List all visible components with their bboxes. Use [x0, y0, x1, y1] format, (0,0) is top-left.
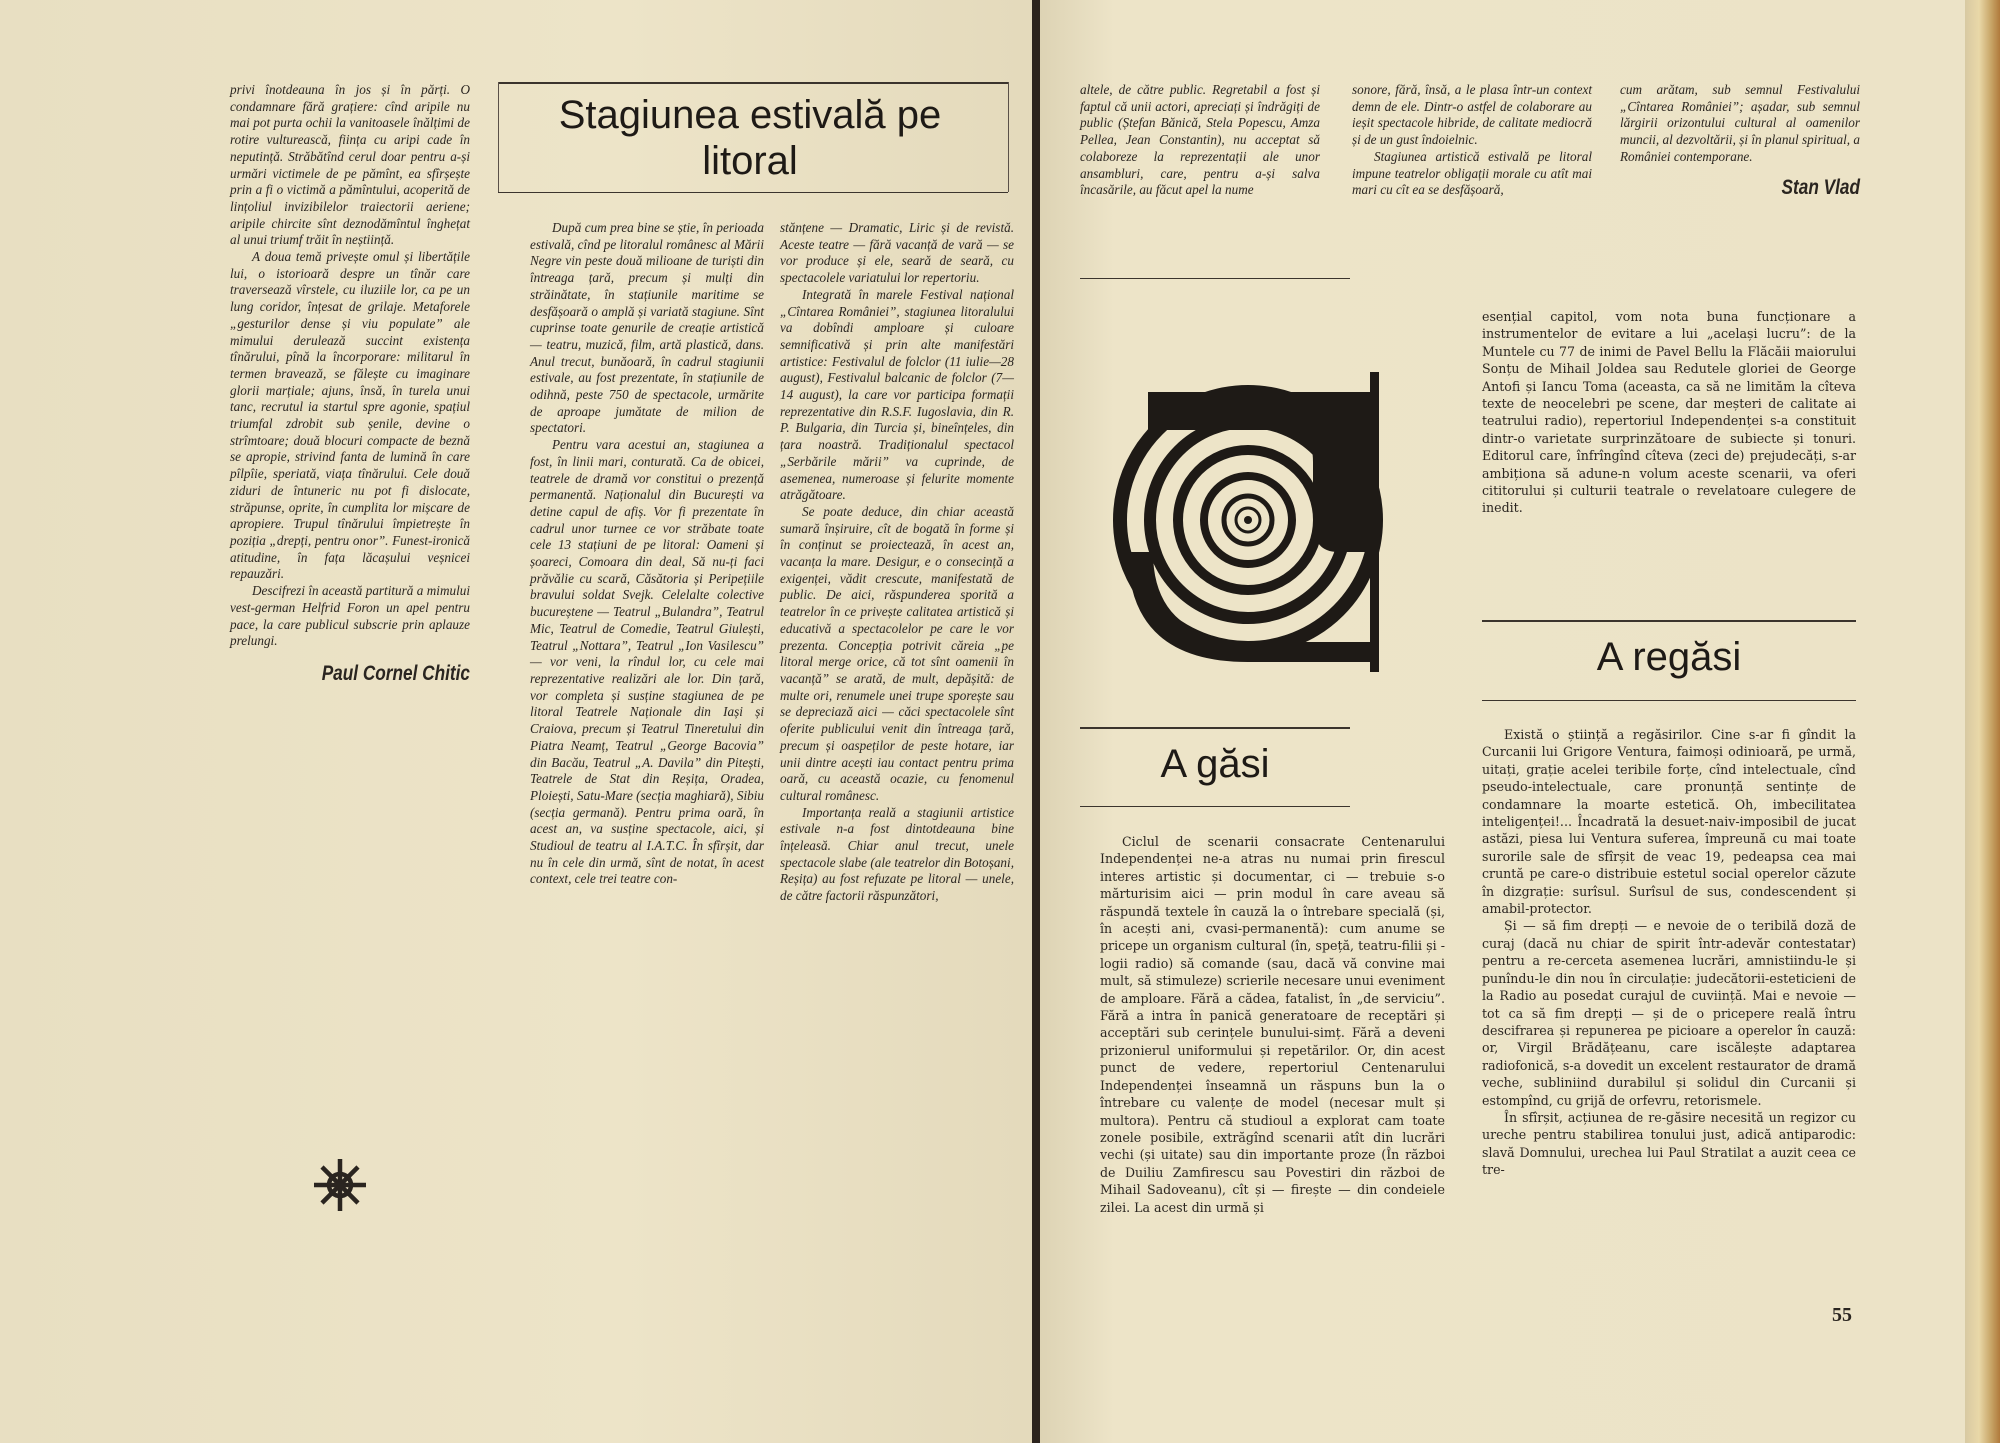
headline-top-rule	[498, 82, 1008, 84]
left-column-1	[230, 82, 470, 683]
page-number: 55	[1832, 1304, 1852, 1326]
paragraph: privi înotdeauna în jos și în părți. O condamnare fără grațiere: cînd aripile nu mai pot purta ochii la vanitoasele înălțimi de rotire vulturească, ființa cu aripi cade în neputință. Străbătînd cerul doar pentru a-și urmări victimele de pe pămînt, ea sfîrșește prin a fi o victimă a pămîntului, acoperită de lințoliul invizibilelor traiectorii aeriene; aripile chircite sînt deznodămîntul înghețat al unui triumf trăit în neștiință.	[230, 82, 470, 248]
paragraph: altele, de către public. Regretabil a fost și faptul că unii actori, apreciați și îndrăgiți de public (Ștefan Bănică, Stela Popescu, Amza Pellea, Jean Constantin), nu acceptat să colaboreze la reprezentații ale unor ansambluri, care, pentru a-și salva încasările, au făcut apel la nume	[1080, 82, 1320, 198]
paragraph: cum arătam, sub semnul Festivalului „Cîntarea României”; așadar, sub semnul lărgirii orizontului cultural al oamenilor muncii, al dezvoltării, și în planul spiritual, a României contemporane.	[1620, 82, 1860, 164]
paragraph: Stagiunea artistică estivală pe litoral impune teatrelor obligații morale cu atît mai mari cu cît ea se desfășoară,	[1352, 148, 1592, 198]
title-rule-bottom	[1080, 806, 1350, 807]
right-upper-column	[1482, 308, 1856, 517]
title-rule-bottom	[1482, 700, 1856, 701]
paragraph: stănțene — Dramatic, Liric și de revistă. Aceste teatre — fără vacanță de vară — se vor produce și ele, seară de seară, cu spectacolele variatului lor repertoriu.	[780, 220, 1014, 286]
paragraph: esențial capitol, vom nota buna funcționare a instrumentelor de evitare a lui „același lucru”: de la Muntele cu 77 de inimi de Pavel Bellu la Flăcăii maiorului Sonțu de Mihail Joldea sau Redutele gloriei de George Antofi și Iancu Toma (aceasta, ca să ne limităm la cîteva texte de neocelebri pe scene, dar meșteri de calitate ai teatrului radio), repertoriul Independenței s-a constituit dintr-o varietate surprinzătoare de subiecte și tonuri. Editorul care, înfrîngînd cîteva (zeci de) prejudecăți, s-ar ambiționa să adune-n volum aceste scenarii, va oferi cititorului și culturii teatrale o revelatoare culegere de inedit.	[1482, 309, 1856, 516]
section-divider	[1080, 278, 1350, 279]
paragraph: Și — să fim drepți — e nevoie de o teribilă doză de curaj (dacă nu chiar de spirit într-adevăr contestatar) pentru a re-cerceta asemenea lucrări, amnistiindu-le și punîndu-le din nou în circulație: judecătorii-esteticieni de la Radio au posedat curajul de cuviință. Mai e nevoie — tot ca să fim drepți — și de o pricepere reală întru descifrarea și repunerea pe picioare a operelor în cauză: or, Virgil Brădățeanu, care iscălește adaptarea radiofonică, s-a dovedit un excelent restaurator de dramă veche, subliniind durabilul și solidul din Curcanii și estompînd, cu grijă de orfevru, retorismele.	[1482, 918, 1856, 1108]
right-top-column-2	[1352, 82, 1592, 199]
author-byline: Stan Vlad	[1781, 175, 1860, 199]
right-top-column-1	[1080, 82, 1320, 199]
left-column-3	[780, 220, 1014, 905]
paragraph: Se poate deduce, din chiar această sumară înșiruire, cît de bogată în forme și în conținut se proiectează, în acest an, vacanța la mare. Desigur, e o consecință a exigenței, vădit crescute, manifestată de public. De aici, răspunderea sporită a teatrelor în ce privește calitatea artistică și educativă a spectacolelor pe care le vor prezenta. Concepția potrivit căreia „pe litoral merge orice, că tot sînt oamenii în vacanță” se arată, de mult, depășită: de multe ori, renumele unei trupe sporește sau se depreciază aici — căci spectacolele sînt oferite publicului venit din întreaga țară, precum și oaspeților de peste hotare, iar unii dintre acești iau contact pentru prima oară, cu această ocazie, cu fenomenul cultural românesc.	[780, 503, 1014, 803]
author-byline: Paul Cornel Chitic	[321, 661, 470, 685]
headline-right-border	[1008, 82, 1009, 192]
right-top-column-3	[1620, 82, 1860, 199]
book-spine	[1032, 0, 1040, 1443]
asterisk-flower-icon	[310, 1155, 370, 1215]
paragraph: Pentru vara acestui an, stagiunea a fost, în linii mari, conturată. Ca de obicei, teatrele de dramă vor constitui o prezență permanentă. Naționalul din București va detine capul de afiș. Vor fi prezentate în cadrul unor turnee ce vor străbate toate cele 13 stațiuni de pe litoral: Oameni și șoareci, Comoara din deal, Să nu-ți faci prăvălie cu scară, Căsătoria și Peripețiile bravului soldat Svejk. Celelalte colective bucureștene — Teatrul „Bulandra”, Teatrul Mic, Teatrul de Comedie, Teatrul Giulești, Teatrul „Nottara”, Teatrul „Ion Vasilescu” — vor veni, la rîndul lor, cu cele mai reprezentative realizări ale lor. Din țară, vor completa și susține stagiunea de pe litoral Teatrele Naționale din Iași și Craiova, precum și Teatrul Tineretului din Piatra Neamț, Teatrul „George Bacovia” din Bacău, Teatrul „A. Davila” din Pitești, Teatrele de Stat din Reșița, Oradea, Ploiești, Satu-Mare (secția maghiară), Sibiu (secția germană). Pentru prima oară, în acest an, va susține spectacole, aici, și Studioul de teatru al I.A.T.C. În sfîrșit, dar nu în cele din urmă, sînt de notat, în acest context, cele trei teatre con-	[530, 437, 764, 887]
regasi-column	[1482, 726, 1856, 1179]
paragraph: După cum prea bine se știe, în perioada estivală, cînd pe litoralul românesc al Mării Negre vin peste două milioane de turiști din întreaga țară, precum și mulți din străinătate, în stațiunile maritime se desfășoară o amplă și variată stagiune. Sînt cuprinse toate genurile de creație artistică — teatru, muzică, film, artă plastică, dans. Anul trecut, bunăoară, în cadrul stagiunii estivale, au fost prezentate, în stațiunile de odihnă, peste 750 de spectacole, urmărite de aproape jumătate de milion de spectatori.	[530, 220, 764, 436]
paragraph: A doua temă privește omul și libertățile lui, o istorioară despre un tînăr care traversează vîrstele, cu iluziile lor, ca pe un lung coridor, înțesat de grilaje. Metaforele „gesturilor dense și viu populate” ale mimului derulează succint existența tînărului, pînă la încorporare: militarul în termen bravează, se fălește cu imaginare glorii marțiale; ajuns, însă, în turela unui tanc, recrutul ia startul spre agonie, spațiul triumfal zdrobit sub șenile, devine o strîmtoare; două blocuri compacte de beznă se apropie, strivind fanta de lumină în care pîlpîie, speriată, viața tînărului. Cele două ziduri de întuneric nu pot fi dislocate, străpunse, oprite, în cumplita lor mișcare de apropiere. Trupul tînărului împietrește în poziția „drepți, pentru onor”. Funest-ironică atitudine, în fața lăcașului veșnicei repauzări.	[230, 249, 470, 582]
section-title-gasi: A găsi	[1160, 742, 1270, 786]
section-title-regasi: A regăsi	[1596, 635, 1742, 679]
paragraph: Există o știință a regăsirilor. Cine s-ar fi gîndit la Curcanii lui Grigore Ventura, faimoși odinioară, pe urmă, uitați, grație acelei teribile forțe, cînd intelectuale, cînd pseudo-intelectuale, care pronunță sentințe de condamnare la moarte estetică. Oh, imbecilitatea inteligenței!... Încadrată la desuet-naiv-imposibil de jucat astăzi, piesa lui Ventura suferea, împreună cu mai toate surorile sale de sfîrșit de veac 19, pedeapsa cea mai cruntă pe care-o distribuie estetul social operelor căzute în dizgrație: surîsul. Surîsul de sus, condescendent și amabil-protector.	[1482, 727, 1856, 917]
left-column-2	[530, 220, 764, 888]
paragraph: sonore, fără, însă, a le plasa într-un context demn de ele. Dintr-o astfel de colaborare au ieșit spectacole hibride, de calitate mediocră și de un gust îndoielnic.	[1352, 82, 1592, 148]
title-rule-top	[1482, 620, 1856, 622]
paragraph: Importanța reală a stagiunii artistice estivale n-a fost dintotdeauna bine înțeleasă. Chiar anul trecut, unele spectacole slabe (ale teatrelor din Botoșani, Reșița) au fost refuzate pe litoral — unele, de către factorii răspunzători,	[780, 804, 1014, 904]
page-edge	[1965, 0, 2000, 1443]
right-page	[1040, 0, 1965, 1443]
headline-bottom-rule	[498, 192, 1008, 193]
paragraph: Descifrezi în această partitură a mimului vest-german Helfrid Foron un apel pentru pace, la care publicul subscrie prin aplauze prelungi.	[230, 583, 470, 649]
headline-left-border	[498, 82, 499, 192]
paragraph: Ciclul de scenarii consacrate Centenarului Independenței ne-a atras nu numai prin firescul interes artistic și documentar, ci — trebuie s-o mărturisim aici — prin modul în care aveau să răspundă textele în cauză la o întrebare specială (și, în acești ani, cvasi-permanentă): cum anume se pricepe un organism cultural (în, speță, teatru-filii și -logii radio) să comande (sau, dacă vă convine mai mult, să stimuleze) scrierile necesare unui eveniment de amploare. Fără a cădea, fatalist, în „de serviciu”. Fără a intra în panică generatoare de receptări și acceptări sub cerințele bunului-simț. Fără a deveni prizonierul uniformului și repetărilor. Or, din acest punct de vedere, repertoriul Centenarului Independenței înseamnă un răspuns bun la o întrebare cu valențe de model (necesar mult și multora). Pentru că studioul a explorat cam toate zonele posibile, extrăgînd scenarii atît din lucrări vechi (și uitate) sau din importante proze (În război de Duiliu Zamfirescu sau Povestiri din război de Mihail Sadoveanu), cît și — firește — din condeiele zilei. La acest din urmă și	[1100, 834, 1445, 1215]
radio-theatre-logo	[1108, 352, 1398, 682]
paragraph: În sfîrșit, acțiunea de re-găsire necesită un regizor cu ureche pentru stabilirea tonului just, adică antiparodic: slavă Domnului, urechea lui Paul Stratilat a auzit ceea ce tre-	[1482, 1109, 1856, 1178]
title-rule-top	[1080, 727, 1350, 729]
paragraph: Integrată în marele Festival național „Cîntarea României”, stagiunea litoralului va dobîndi amploare și culoare semnificativă și prin alte manifestări artistice: Festivalul de folclor (11 iulie—28 august), Festivalul balcanic de folclor (7—14 august), la care vor participa formații reprezentative din R.S.F. Iugoslavia, din R. P. Bulgaria, din Turcia și, bineînțeles, din țara noastră. Tradiționalul spectacol „Serbările mării” va cuprinde, de asemenea, numeroase și felurite momente atrăgătoare.	[780, 286, 1014, 503]
gasi-column	[1100, 833, 1445, 1216]
headline: Stagiunea estivală pe litoral	[558, 93, 942, 183]
